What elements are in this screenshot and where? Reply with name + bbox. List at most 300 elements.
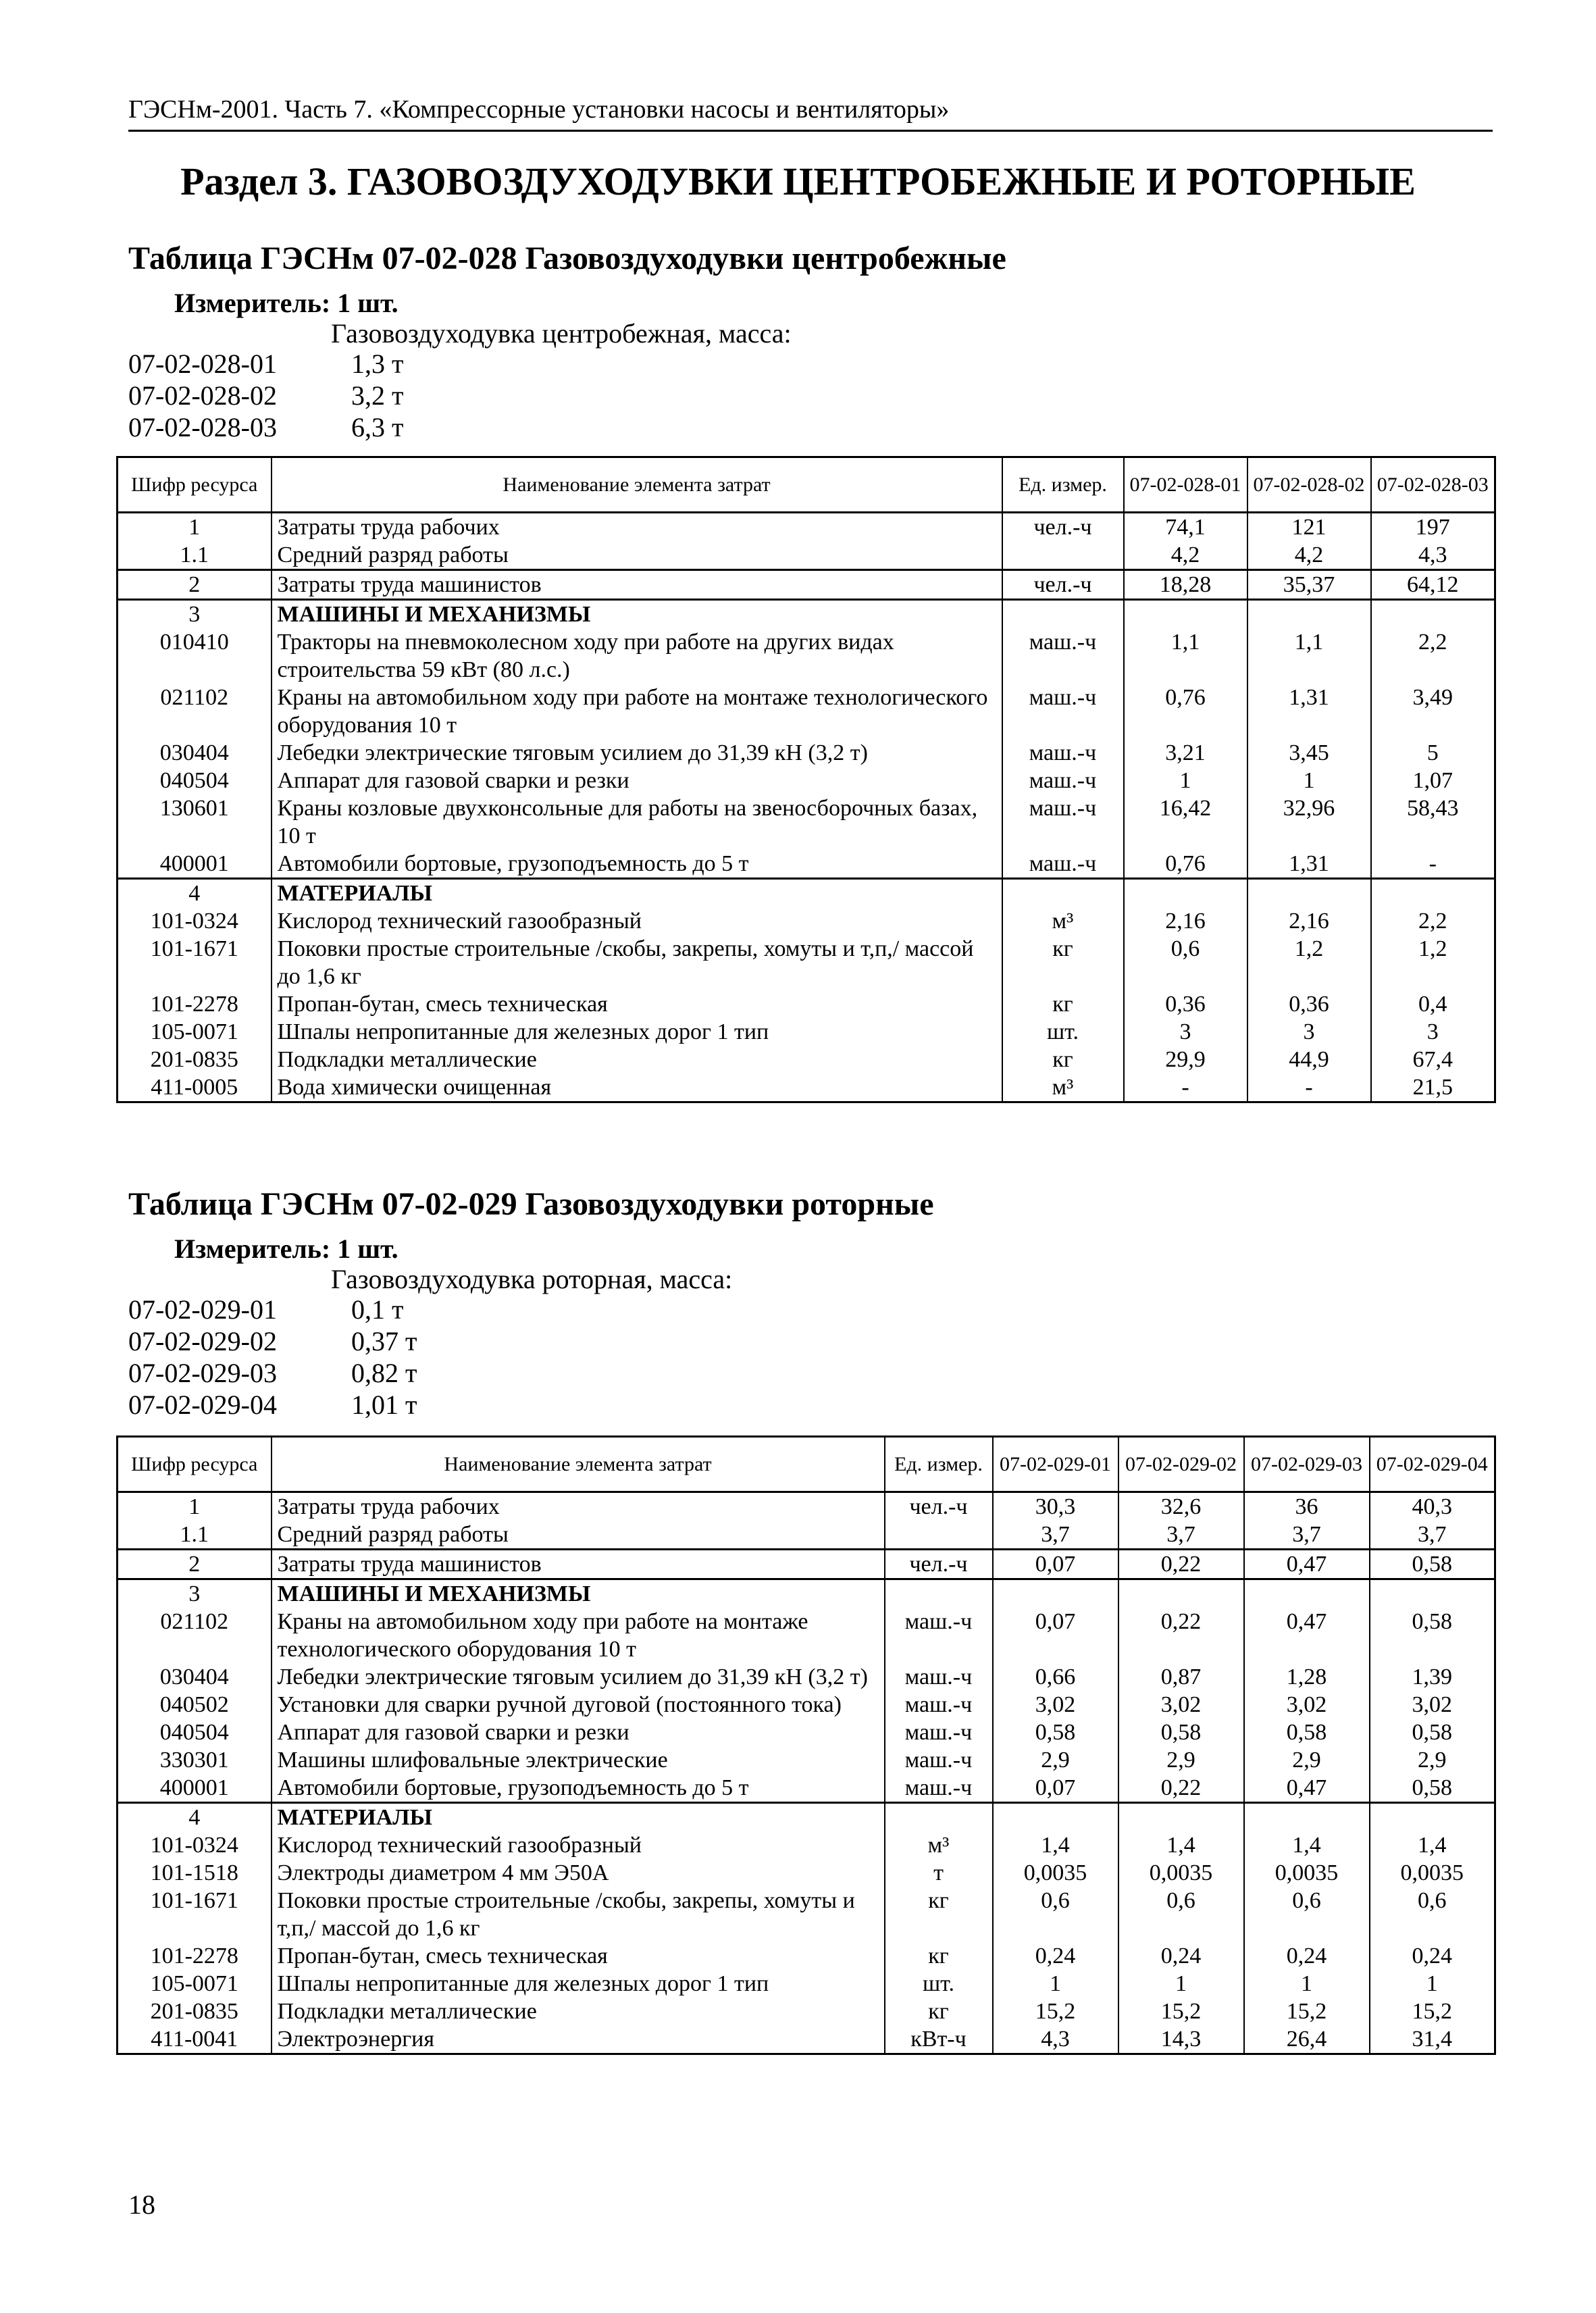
value-cell: 3,02 [1118,1691,1244,1719]
unit-cell: маш.-ч [885,1691,993,1719]
value-cell: 15,2 [1118,1998,1244,2025]
value-cell: 29,9 [1124,1046,1247,1073]
cost-element-cell: Поковки простые строительные /скобы, закрепы, хомуты и т,п,/ массой до 1,6 кг [272,935,1002,990]
value-cell: 31,4 [1370,2025,1495,2054]
value-cell: 2,2 [1371,628,1495,684]
value-cell: 3,02 [1244,1691,1370,1719]
section-title: Раздел 3. ГАЗОВОЗДУХОДУВКИ ЦЕНТРОБЕЖНЫЕ И РОТОРНЫЕ [180,159,1416,203]
unit-cell: маш.-ч [1002,628,1124,684]
unit-cell: маш.-ч [885,1746,993,1774]
value-cell: 1,2 [1371,935,1495,990]
unit-cell: чел.-ч [885,1550,993,1579]
header-unit: Ед. измер. [1002,457,1124,513]
unit-cell: маш.-ч [885,1719,993,1746]
table-row [118,850,1495,879]
resource-code-cell: 105-0071 [118,1970,272,1998]
cost-element-cell: Поковки простые строительные /скобы, закрепы, хомуты и т,п,/ массой до 1,6 кг [272,1887,885,1942]
value-cell: 1,4 [1118,1831,1244,1859]
cost-element-cell: МАТЕРИАЛЫ [272,879,1002,908]
value-cell: 74,1 [1124,513,1247,542]
running-header: ГЭСНм-2001. Часть 7. «Компрессорные установки насосы и вентиляторы» [128,95,1493,132]
table-row [118,1608,1495,1663]
cost-element-cell: МАШИНЫ И МЕХАНИЗМЫ [272,1579,885,1608]
unit-cell [1002,600,1124,629]
value-cell: 1 [1118,1970,1244,1998]
value-cell: 35,37 [1247,570,1371,600]
table-row [118,570,1495,600]
cost-element-cell: Аппарат для газовой сварки и резки [272,1719,885,1746]
value-cell: 0,58 [993,1719,1118,1746]
resource-code-cell: 2 [118,570,272,600]
value-cell: 3 [1371,1018,1495,1046]
value-cell: 3,7 [1118,1521,1244,1550]
table-row [118,739,1495,767]
table-row [118,1691,1495,1719]
value-cell: 0,58 [1370,1550,1495,1579]
value-cell: 0,36 [1247,990,1371,1018]
table-row [118,1970,1495,1998]
cost-element-cell: Вода химически очищенная [272,1073,1002,1102]
resource-code-cell: 040504 [118,767,272,794]
variant-mass: 0,1 т [351,1294,404,1325]
unit-cell: кг [885,1998,993,2025]
header-variant-col: 07-02-029-04 [1370,1437,1495,1492]
value-cell: 121 [1247,513,1371,542]
table2-caption: Газовоздуходувка роторная, масса: [331,1264,733,1294]
variant-code: 07-02-029-03 [128,1358,277,1388]
table2-grid [116,1435,1496,2055]
value-cell: 2,9 [1244,1746,1370,1774]
header-variant-col: 07-02-029-01 [993,1437,1118,1492]
value-cell: 3 [1247,1018,1371,1046]
value-cell: 0,58 [1118,1719,1244,1746]
value-cell: 0,58 [1244,1719,1370,1746]
cost-element-cell: Лебедки электрические тяговым усилием до 31,39 кН (3,2 т) [272,739,1002,767]
table-row [118,1831,1495,1859]
value-cell: 0,6 [1118,1887,1244,1942]
value-cell: 5 [1371,739,1495,767]
unit-cell: кг [1002,1046,1124,1073]
unit-cell: шт. [885,1970,993,1998]
table1-variant [128,380,403,411]
header-variant-col: 07-02-028-02 [1247,457,1371,513]
unit-cell [1002,541,1124,570]
value-cell: 0,58 [1370,1774,1495,1803]
unit-cell: кг [885,1887,993,1942]
value-cell: 3,7 [993,1521,1118,1550]
cost-element-cell: Шпалы непропитанные для железных дорог 1 тип [272,1018,1002,1046]
value-cell [1247,600,1371,629]
resource-code-cell: 400001 [118,1774,272,1803]
unit-cell [885,1579,993,1608]
value-cell: 0,07 [993,1608,1118,1663]
cost-element-cell: Затраты труда машинистов [272,1550,885,1579]
header-variant-col: 07-02-028-03 [1371,457,1495,513]
value-cell: 30,3 [993,1492,1118,1521]
resource-code-cell: 030404 [118,1663,272,1691]
table1-body [118,513,1495,1102]
value-cell: 2,16 [1247,907,1371,935]
value-cell: 3,45 [1247,739,1371,767]
variant-mass: 1,01 т [351,1390,417,1420]
header-variant-col: 07-02-029-02 [1118,1437,1244,1492]
table-row [118,1046,1495,1073]
value-cell: 2,16 [1124,907,1247,935]
table-row [118,1887,1495,1942]
value-cell: 0,22 [1118,1550,1244,1579]
cost-element-cell: Автомобили бортовые, грузоподъемность до 5 т [272,1774,885,1803]
value-cell: 0,0035 [993,1859,1118,1887]
value-cell: 15,2 [1244,1998,1370,2025]
cost-element-cell: Лебедки электрические тяговым усилием до 31,39 кН (3,2 т) [272,1663,885,1691]
table-row [118,879,1495,908]
cost-element-cell: Установки для сварки ручной дуговой (постоянного тока) [272,1691,885,1719]
value-cell: 0,24 [1118,1942,1244,1970]
value-cell [1118,1579,1244,1608]
table-row [118,1774,1495,1803]
cost-element-cell: Автомобили бортовые, грузоподъемность до 5 т [272,850,1002,879]
table1-variant [128,348,403,380]
table-row [118,990,1495,1018]
cost-element-cell: МАШИНЫ И МЕХАНИЗМЫ [272,600,1002,629]
value-cell: 44,9 [1247,1046,1371,1073]
variant-code: 07-02-028-01 [128,349,277,379]
resource-code-cell: 1.1 [118,541,272,570]
unit-cell [1002,879,1124,908]
value-cell: 0,07 [993,1774,1118,1803]
value-cell [993,1803,1118,1832]
resource-code-cell: 400001 [118,850,272,879]
resource-code-cell: 330301 [118,1746,272,1774]
value-cell: 0,66 [993,1663,1118,1691]
table-row [118,1803,1495,1832]
cost-element-cell: Средний разряд работы [272,541,1002,570]
unit-cell [885,1521,993,1550]
variant-mass: 0,82 т [351,1358,417,1388]
cost-element-cell: Подкладки металлические [272,1998,885,2025]
resource-code-cell: 105-0071 [118,1018,272,1046]
table2-variant [128,1325,417,1357]
unit-cell: м³ [885,1831,993,1859]
variant-code: 07-02-029-01 [128,1294,277,1325]
cost-element-cell: Пропан-бутан, смесь техническая [272,1942,885,1970]
resource-code-cell: 021102 [118,684,272,739]
table-row [118,935,1495,990]
unit-cell: чел.-ч [885,1492,993,1521]
value-cell: 32,6 [1118,1492,1244,1521]
value-cell: 4,2 [1247,541,1371,570]
unit-cell: маш.-ч [1002,850,1124,879]
table1-caption: Газовоздуходувка центробежная, масса: [331,318,792,349]
value-cell: 1,31 [1247,684,1371,739]
table2-meter: Измеритель: 1 шт. [174,1234,398,1264]
value-cell: 3,7 [1244,1521,1370,1550]
value-cell: 1 [993,1970,1118,1998]
resource-code-cell: 101-0324 [118,1831,272,1859]
value-cell: 0,24 [1244,1942,1370,1970]
unit-cell: маш.-ч [885,1608,993,1663]
value-cell: 67,4 [1371,1046,1495,1073]
cost-element-cell: Краны козловые двухконсольные для работы на звеносборочных базах, 10 т [272,794,1002,850]
value-cell: 1,4 [1370,1831,1495,1859]
table-row [118,541,1495,570]
unit-cell: маш.-ч [1002,684,1124,739]
cost-element-cell: Средний разряд работы [272,1521,885,1550]
resource-code-cell: 2 [118,1550,272,1579]
cost-element-cell: Тракторы на пневмоколесном ходу при работе на других видах строительства 59 кВт (80 л.с.) [272,628,1002,684]
table-row [118,1579,1495,1608]
value-cell [1124,879,1247,908]
resource-code-cell: 1.1 [118,1521,272,1550]
resource-code-cell: 1 [118,513,272,542]
resource-code-cell: 201-0835 [118,1998,272,2025]
cost-element-cell: Кислород технический газообразный [272,1831,885,1859]
value-cell: 197 [1371,513,1495,542]
value-cell: 32,96 [1247,794,1371,850]
resource-code-cell: 101-1671 [118,935,272,990]
resource-code-cell: 101-1518 [118,1859,272,1887]
unit-cell: маш.-ч [1002,767,1124,794]
table-row [118,1942,1495,1970]
value-cell: 0,24 [1370,1942,1495,1970]
header-variant-col: 07-02-028-01 [1124,457,1247,513]
value-cell: 0,58 [1370,1719,1495,1746]
value-cell [1244,1579,1370,1608]
unit-cell: т [885,1859,993,1887]
resource-code-cell: 411-0005 [118,1073,272,1102]
value-cell: 21,5 [1371,1073,1495,1102]
resource-code-cell: 201-0835 [118,1046,272,1073]
value-cell: 0,47 [1244,1774,1370,1803]
value-cell: 3,02 [1370,1691,1495,1719]
cost-element-cell: Затраты труда машинистов [272,570,1002,600]
value-cell [1370,1579,1495,1608]
table-row [118,1719,1495,1746]
resource-code-cell: 130601 [118,794,272,850]
table-row [118,1746,1495,1774]
value-cell: 3,21 [1124,739,1247,767]
variant-mass: 0,37 т [351,1326,417,1356]
variant-mass: 1,3 т [351,349,404,379]
value-cell: 58,43 [1371,794,1495,850]
table-row [118,1663,1495,1691]
cost-element-cell: Краны на автомобильном ходу при работе на монтаже технологического оборудования 10 т [272,1608,885,1663]
header-resource-code: Шифр ресурса [118,1437,272,1492]
header-cost-element: Наименование элемента затрат [272,1437,885,1492]
value-cell: 0,22 [1118,1774,1244,1803]
resource-code-cell: 021102 [118,1608,272,1663]
value-cell [1371,600,1495,629]
value-cell: 1,2 [1247,935,1371,990]
cost-element-cell: Аппарат для газовой сварки и резки [272,767,1002,794]
value-cell: - [1124,1073,1247,1102]
table-row [118,1521,1495,1550]
value-cell: 3 [1124,1018,1247,1046]
header-cost-element: Наименование элемента затрат [272,457,1002,513]
value-cell [1244,1803,1370,1832]
value-cell: 64,12 [1371,570,1495,600]
value-cell: 0,6 [1244,1887,1370,1942]
resource-code-cell: 101-2278 [118,1942,272,1970]
table-row [118,1859,1495,1887]
value-cell: 15,2 [1370,1998,1495,2025]
unit-cell: м³ [1002,1073,1124,1102]
value-cell: 4,3 [1371,541,1495,570]
header-unit: Ед. измер. [885,1437,993,1492]
value-cell: 0,76 [1124,684,1247,739]
value-cell: 1,39 [1370,1663,1495,1691]
value-cell: 4,3 [993,2025,1118,2054]
value-cell: 1,4 [993,1831,1118,1859]
cost-element-cell: Шпалы непропитанные для железных дорог 1 тип [272,1970,885,1998]
value-cell: - [1247,1073,1371,1102]
page-number: 18 [128,2189,155,2220]
table1-title: Таблица ГЭСНм 07-02-028 Газовоздуходувки центробежные [128,240,1006,276]
value-cell [1247,879,1371,908]
value-cell: 0,6 [1370,1887,1495,1942]
cost-element-cell: Машины шлифовальные электрические [272,1746,885,1774]
value-cell: 4,2 [1124,541,1247,570]
value-cell: 0,76 [1124,850,1247,879]
unit-cell: маш.-ч [885,1663,993,1691]
unit-cell: кг [1002,935,1124,990]
cost-element-cell: Кислород технический газообразный [272,907,1002,935]
value-cell [1371,879,1495,908]
value-cell: 2,9 [1370,1746,1495,1774]
unit-cell [885,1803,993,1832]
table-row [118,1998,1495,2025]
table2-body [118,1492,1495,2054]
resource-code-cell: 4 [118,879,272,908]
table2-variant [128,1357,417,1389]
variant-mass: 3,2 т [351,380,404,411]
unit-cell: маш.-ч [1002,794,1124,850]
value-cell: 0,6 [993,1887,1118,1942]
value-cell: 0,87 [1118,1663,1244,1691]
value-cell: 0,0035 [1244,1859,1370,1887]
value-cell: 1,1 [1247,628,1371,684]
unit-cell: кВт-ч [885,2025,993,2054]
unit-cell: маш.-ч [885,1774,993,1803]
value-cell: 16,42 [1124,794,1247,850]
value-cell: 40,3 [1370,1492,1495,1521]
value-cell: 0,6 [1124,935,1247,990]
resource-code-cell: 030404 [118,739,272,767]
resource-code-cell: 3 [118,1579,272,1608]
value-cell: 1 [1370,1970,1495,1998]
table-row [118,1492,1495,1521]
table-row [118,2025,1495,2054]
value-cell: 0,0035 [1370,1859,1495,1887]
table-row [118,628,1495,684]
value-cell: 2,9 [993,1746,1118,1774]
table2-title: Таблица ГЭСНм 07-02-029 Газовоздуходувки роторные [128,1186,934,1222]
variant-code: 07-02-029-02 [128,1326,277,1356]
table-row [118,767,1495,794]
cost-element-cell: МАТЕРИАЛЫ [272,1803,885,1832]
table2-variant [128,1294,403,1325]
value-cell: 3,49 [1371,684,1495,739]
table-row [118,600,1495,629]
cost-element-cell: Краны на автомобильном ходу при работе на монтаже технологического оборудования 10 т [272,684,1002,739]
value-cell: 26,4 [1244,2025,1370,2054]
resource-code-cell: 101-0324 [118,907,272,935]
value-cell: - [1371,850,1495,879]
value-cell: 2,2 [1371,907,1495,935]
resource-code-cell: 4 [118,1803,272,1832]
value-cell: 15,2 [993,1998,1118,2025]
cost-element-cell: Подкладки металлические [272,1046,1002,1073]
value-cell: 2,9 [1118,1746,1244,1774]
value-cell: 1,1 [1124,628,1247,684]
unit-cell: маш.-ч [1002,739,1124,767]
unit-cell: чел.-ч [1002,570,1124,600]
variant-code: 07-02-029-04 [128,1390,277,1420]
value-cell: 1,31 [1247,850,1371,879]
value-cell: 0,47 [1244,1608,1370,1663]
table-row [118,684,1495,739]
table-row [118,794,1495,850]
value-cell: 1 [1124,767,1247,794]
table-row [118,513,1495,542]
resource-code-cell: 101-1671 [118,1887,272,1942]
unit-cell: шт. [1002,1018,1124,1046]
table1-variant [128,411,403,443]
value-cell: 3,02 [993,1691,1118,1719]
cost-element-cell: Электроэнергия [272,2025,885,2054]
value-cell: 0,24 [993,1942,1118,1970]
value-cell: 0,22 [1118,1608,1244,1663]
resource-code-cell: 040502 [118,1691,272,1719]
resource-code-cell: 411-0041 [118,2025,272,2054]
cost-element-cell: Затраты труда рабочих [272,1492,885,1521]
table2-variant [128,1389,417,1421]
value-cell: 0,0035 [1118,1859,1244,1887]
value-cell: 0,58 [1370,1608,1495,1663]
resource-code-cell: 1 [118,1492,272,1521]
resource-code-cell: 010410 [118,628,272,684]
value-cell: 1,28 [1244,1663,1370,1691]
cost-element-cell: Электроды диаметром 4 мм Э50А [272,1859,885,1887]
value-cell: 1 [1247,767,1371,794]
unit-cell: кг [1002,990,1124,1018]
cost-element-cell: Пропан-бутан, смесь техническая [272,990,1002,1018]
table1-meter: Измеритель: 1 шт. [174,288,398,318]
resource-code-cell: 3 [118,600,272,629]
value-cell [1118,1803,1244,1832]
value-cell: 1,07 [1371,767,1495,794]
table-row [118,907,1495,935]
value-cell: 0,07 [993,1550,1118,1579]
value-cell: 1 [1244,1970,1370,1998]
value-cell: 0,36 [1124,990,1247,1018]
unit-cell: чел.-ч [1002,513,1124,542]
resource-code-cell: 101-2278 [118,990,272,1018]
variant-code: 07-02-028-03 [128,412,277,442]
table-row [118,1550,1495,1579]
value-cell: 1,4 [1244,1831,1370,1859]
value-cell [1370,1803,1495,1832]
header-resource-code: Шифр ресурса [118,457,272,513]
value-cell: 18,28 [1124,570,1247,600]
table-row [118,1073,1495,1102]
value-cell: 14,3 [1118,2025,1244,2054]
value-cell: 0,47 [1244,1550,1370,1579]
cost-element-cell: Затраты труда рабочих [272,513,1002,542]
table1-grid [116,456,1496,1103]
value-cell: 0,4 [1371,990,1495,1018]
header-variant-col: 07-02-029-03 [1244,1437,1370,1492]
